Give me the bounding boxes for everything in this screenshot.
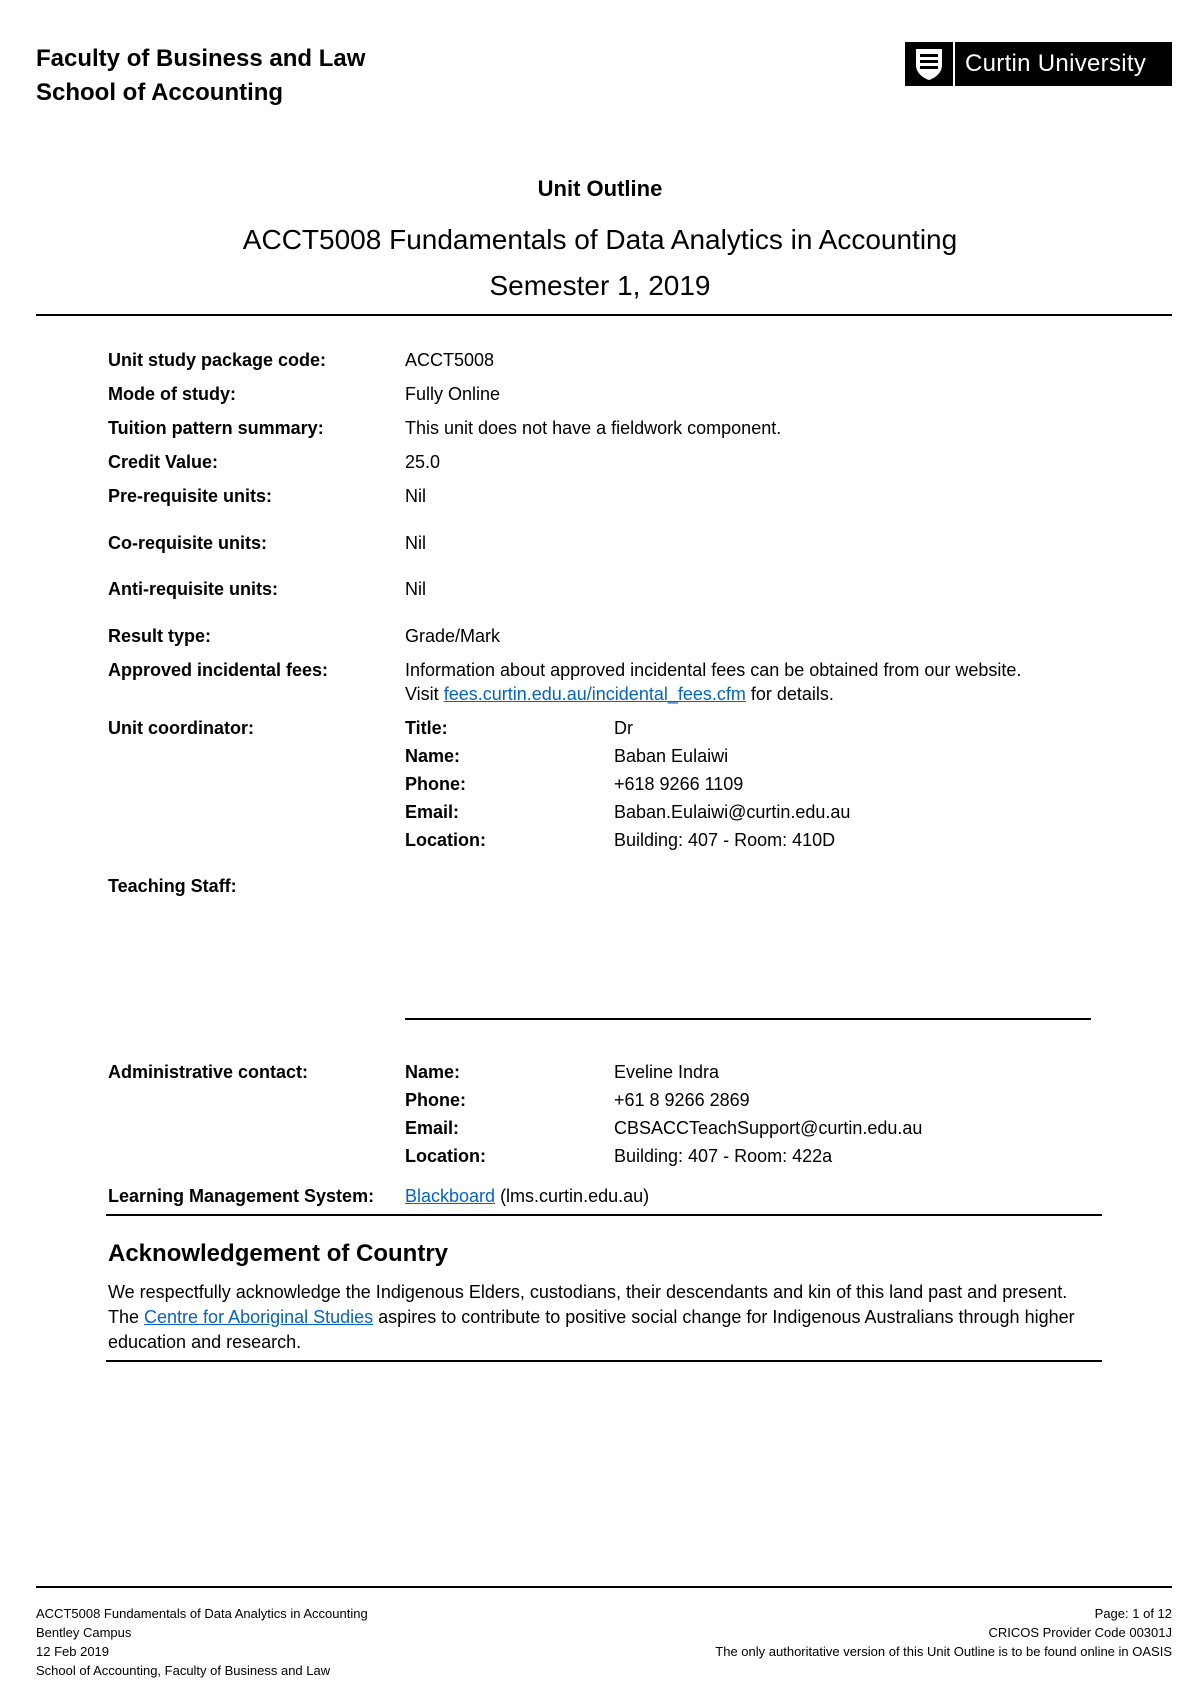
lms-value — [405, 1186, 649, 1207]
footer-date: 12 Feb 2019 — [36, 1644, 110, 1659]
acknowledgement-text — [108, 1280, 1093, 1355]
footer-right — [715, 1604, 1172, 1661]
teaching-staff-divider — [405, 1018, 1091, 1020]
tuition-label: Tuition pattern summary: — [108, 418, 324, 438]
admin-name-value: Eveline Indra — [614, 1062, 720, 1082]
footer-notice: The only authoritative version of this Unit Outline is to be found online in OASIS — [715, 1644, 1172, 1659]
coordinator-label: Unit coordinator: — [108, 718, 254, 738]
footer-campus: Bentley Campus — [36, 1625, 132, 1640]
doc-heading: Unit Outline — [537, 176, 663, 201]
coord-phone-label: Phone: — [405, 774, 466, 794]
header-faculty-block — [36, 42, 365, 110]
mode-value: Fully Online — [405, 384, 501, 404]
mode-label: Mode of study: — [108, 384, 236, 404]
coord-location-value: Building: 407 - Room: 410D — [614, 830, 836, 850]
footer-page: Page: 1 of 12 — [1094, 1606, 1172, 1621]
package-code-value: ACCT5008 — [405, 350, 495, 370]
fees-tail: for details. — [745, 684, 834, 704]
antireq-value: Nil — [405, 579, 426, 599]
school-name: School of Accounting — [36, 79, 284, 106]
fees-link[interactable]: fees.curtin.edu.au/incidental_fees.cfm — [443, 684, 746, 704]
teaching-staff-label: Teaching Staff: — [108, 876, 237, 896]
lms-label: Learning Management System: — [108, 1186, 375, 1206]
coord-name-label: Name: — [405, 746, 461, 766]
admin-label: Administrative contact: — [108, 1062, 309, 1082]
aboriginal-studies-link[interactable]: Centre for Aboriginal Studies — [144, 1307, 374, 1327]
coord-phone-value: +618 9266 1109 — [614, 774, 744, 794]
admin-location-label: Location: — [405, 1146, 486, 1166]
coord-title-value: Dr — [614, 718, 633, 738]
footer-divider — [36, 1586, 1172, 1588]
blackboard-link[interactable]: Blackboard — [405, 1186, 496, 1206]
tuition-value: This unit does not have a fieldwork component. — [405, 418, 782, 438]
title-divider — [36, 314, 1172, 316]
admin-phone-value: +61 8 9266 2869 — [614, 1090, 750, 1110]
result-value: Grade/Mark — [405, 626, 501, 646]
footer-left — [36, 1604, 368, 1680]
fees-line1: Information about approved incidental fees can be obtained from our website. — [405, 660, 1022, 680]
admin-email-label: Email: — [405, 1118, 460, 1138]
credit-label: Credit Value: — [108, 452, 219, 472]
acknowledgement-heading: Acknowledgement of Country — [108, 1240, 449, 1267]
footer-unit: ACCT5008 Fundamentals of Data Analytics in Accounting — [36, 1606, 368, 1621]
prereq-value: Nil — [405, 486, 426, 506]
faculty-name: Faculty of Business and Law — [36, 45, 366, 72]
package-code-label: Unit study package code: — [108, 350, 327, 370]
fees-visit: Visit — [405, 684, 444, 704]
logo-wordmark: Curtin University — [965, 50, 1147, 77]
semester: Semester 1, 2019 — [489, 270, 711, 301]
coreq-label: Co-requisite units: — [108, 533, 268, 553]
unit-title: ACCT5008 Fundamentals of Data Analytics in Accounting — [242, 224, 958, 255]
crest-icon — [905, 42, 955, 86]
result-label: Result type: — [108, 626, 212, 646]
fees-label: Approved incidental fees: — [108, 660, 329, 680]
admin-email-value: CBSACCTeachSupport@curtin.edu.au — [614, 1118, 923, 1138]
lms-divider — [106, 1214, 1102, 1216]
coord-title-label: Title: — [405, 718, 448, 738]
footer-school: School of Accounting, Faculty of Business and Law — [36, 1663, 331, 1678]
acknowledgement-divider — [106, 1360, 1102, 1362]
admin-phone-label: Phone: — [405, 1090, 466, 1110]
ack-text-before: We respectfully acknowledge the Indigenous Elders, custodians, their descendants and kin of this land past and present. The — [108, 1282, 1068, 1327]
coord-email-value: Baban.Eulaiwi@curtin.edu.au — [614, 802, 851, 822]
coord-name-value: Baban Eulaiwi — [614, 746, 729, 766]
prereq-label: Pre-requisite units: — [108, 486, 273, 506]
ack-text-after: aspires to contribute to positive social change for Indigenous Australians through higher education and research. — [108, 1307, 1075, 1352]
lms-tail: (lms.curtin.edu.au) — [495, 1186, 650, 1206]
admin-location-value: Building: 407 - Room: 422a — [614, 1146, 833, 1166]
coord-email-label: Email: — [405, 802, 460, 822]
coord-location-label: Location: — [405, 830, 486, 850]
footer-cricos: CRICOS Provider Code 00301J — [988, 1625, 1172, 1640]
coreq-value: Nil — [405, 533, 426, 553]
credit-value: 25.0 — [405, 452, 441, 472]
antireq-label: Anti-requisite units: — [108, 579, 278, 599]
admin-name-label: Name: — [405, 1062, 461, 1082]
curtin-logo — [905, 42, 1172, 86]
fees-line2 — [405, 684, 834, 705]
